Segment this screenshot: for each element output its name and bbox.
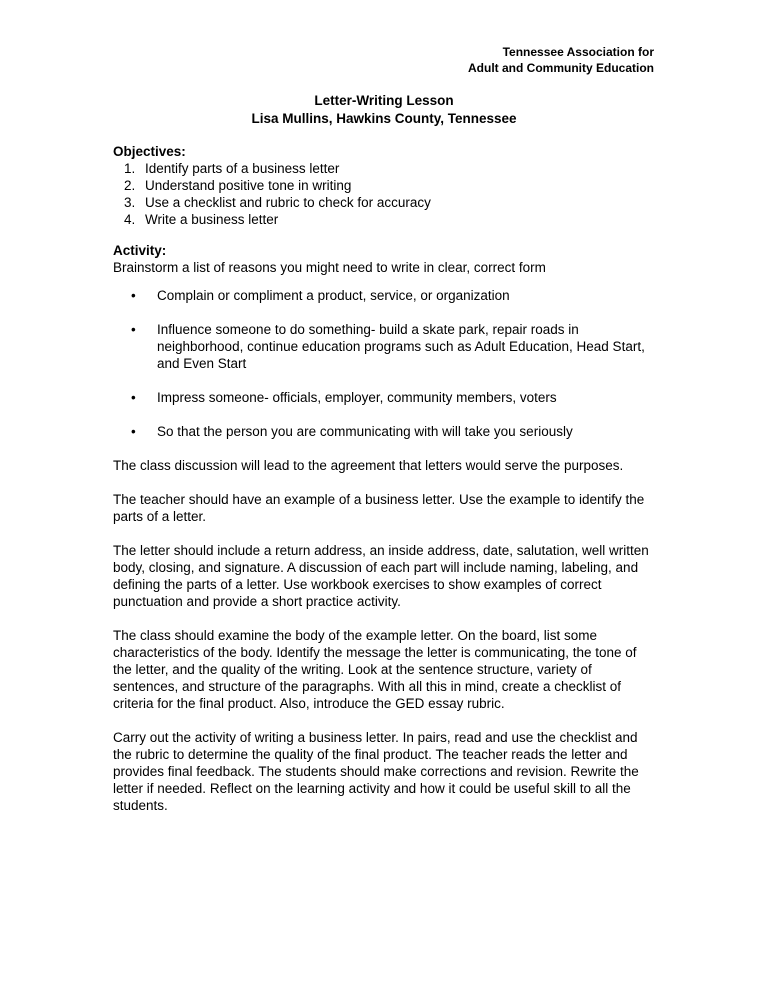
reason-item [113, 423, 658, 440]
activity-intro: Brainstorm a list of reasons you might need to write in clear, correct form [113, 260, 546, 275]
reason-item [113, 287, 658, 304]
objectives-list [113, 160, 658, 228]
activity-paragraph: The class should examine the body of the example letter. On the board, list some characteristics of the body. Identify the message the letter is communicating, the tone of the letter, and the quality of the writing. Look at the sentence structure, variety of sentences, and structure of the paragraphs. With all this in mind, create a checklist of criteria for the final product. Also, introduce the GED essay rubric. [113, 628, 637, 711]
lesson-title-block [0, 92, 768, 128]
reason-item [113, 321, 658, 372]
activity-heading: Activity: [113, 243, 167, 258]
reason-item [113, 389, 658, 406]
bullet-icon: • [131, 390, 136, 405]
lesson-content [113, 143, 658, 831]
reason-text: Impress someone- officials, employer, community members, voters [157, 390, 557, 405]
objective-item: 3. Use a checklist and rubric to check for accuracy [139, 194, 658, 211]
bullet-icon: • [131, 424, 136, 439]
reason-text: Influence someone to do something- build a skate park, repair roads in neighborhood, continue education programs such as Adult Education, Head Start, and Even Start [157, 322, 645, 371]
objectives-heading: Objectives: [113, 144, 186, 159]
reasons-list [113, 287, 658, 440]
lesson-author: Lisa Mullins, Hawkins County, Tennessee [251, 111, 517, 126]
activity-paragraph: The letter should include a return address, an inside address, date, salutation, well written body, closing, and signature. A discussion of each part will include naming, labeling, and defining the parts of a letter. Use workbook exercises to show examples of correct punctuation and provide a short practice activity. [113, 543, 649, 609]
objective-item: 4. Write a business letter [139, 211, 658, 228]
organization-line-2: Adult and Community Education [468, 61, 654, 75]
organization-header [468, 44, 654, 76]
reason-text: So that the person you are communicating with will take you seriously [157, 424, 573, 439]
activity-paragraph: Carry out the activity of writing a business letter. In pairs, read and use the checklist and the rubric to determine the quality of the final product. The teacher reads the letter and provides final feedback. The students should make corrections and revision. Rewrite the letter if needed. Reflect on the learning activity and how it could be useful skill to all the students. [113, 730, 639, 813]
objective-item: 2. Understand positive tone in writing [139, 177, 658, 194]
lesson-title: Letter-Writing Lesson [314, 93, 454, 108]
organization-line-1: Tennessee Association for [502, 45, 654, 59]
activity-paragraph: The class discussion will lead to the agreement that letters would serve the purposes. [113, 458, 624, 473]
bullet-icon: • [131, 322, 136, 337]
reason-text: Complain or compliment a product, service, or organization [157, 288, 510, 303]
bullet-icon: • [131, 288, 136, 303]
objective-item: 1. Identify parts of a business letter [139, 160, 658, 177]
activity-paragraph: The teacher should have an example of a business letter. Use the example to identify the parts of a letter. [113, 492, 645, 524]
